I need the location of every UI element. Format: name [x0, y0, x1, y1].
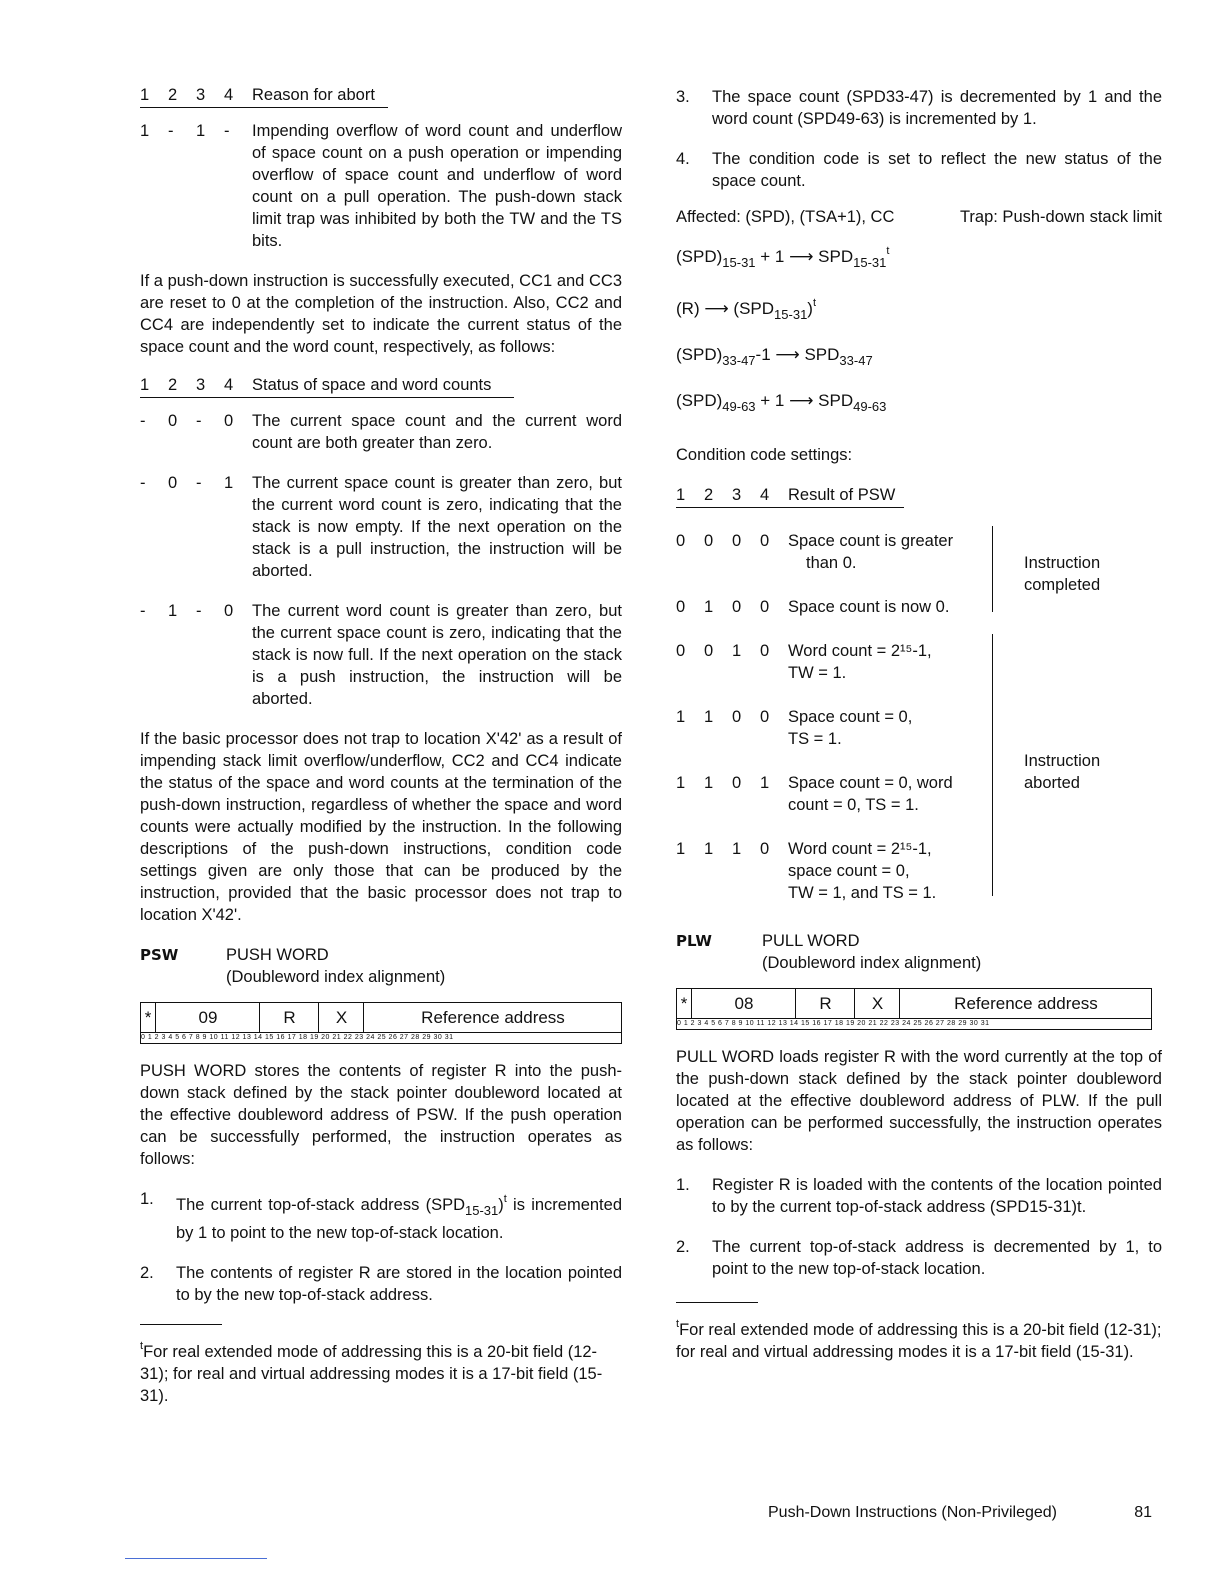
bit: 1 [704, 598, 714, 616]
status-row [140, 600, 622, 710]
eq-part: + 1 ⟶ SPD [755, 247, 854, 266]
equation [676, 236, 1162, 278]
step-text: The space count (SPD33-47) is decremented by 1 and the word count (SPD49-63) is incremented by 1. [712, 88, 1162, 128]
page-footer [768, 1504, 1152, 1522]
cc-row [676, 706, 988, 750]
bit: - [140, 474, 146, 492]
step-text-part: The current top-of-stack address (SPD [176, 1196, 466, 1214]
row-text: Impending overflow of word count and underflow of space count on a push operation or impending overflow of space count and underflow of word count on a pull operation. The push-down stack limit trap was inhibited by both the TW and the TS bits. [252, 122, 622, 250]
header-bit: 3 [196, 376, 206, 394]
row-text: Space count is greater [788, 532, 954, 550]
bit: 0 [676, 642, 686, 660]
bit: 1 [676, 774, 686, 792]
bit: 0 [732, 774, 742, 792]
bit: 1 [732, 840, 742, 858]
eq-part: + 1 ⟶ SPD [755, 391, 854, 410]
header-bit: 3 [196, 86, 206, 104]
equation [676, 340, 1162, 376]
opcode-field: 09 [157, 1003, 260, 1032]
bit: - [224, 122, 230, 140]
footnote-text: For real extended mode of addressing this is a 20-bit field (12-31); for real and virtual addressing modes it is a 17-bit field (15-31). [676, 1321, 1162, 1361]
bit: 1 [676, 840, 686, 858]
bit: 0 [760, 532, 770, 550]
bit: 0 [168, 474, 178, 492]
brace-aborted [986, 634, 993, 896]
row-text: The current word count is greater than zero, but the current space count is zero, indicating that the stack is now full. If the next operation on the stack is a push instruction, the instruction will be aborted. [252, 602, 622, 708]
row-text: TW = 1, and TS = 1. [788, 884, 937, 902]
footnote [676, 1313, 1162, 1363]
row-text: Space count = 0, [788, 708, 913, 726]
trap-paragraph: If the basic processor does not trap to location X'42' as a result of impending stack limit overflow/underflow, CC2 and CC4 indicate the status of the space and word counts at the termination of the push-down instruction, regardless of whether the space and word counts were actually modified by the instruction. In the following descriptions of the push-down instructions, condition code settings given are only those that can be produced by the instruction, provided that the basic processor does not trap to location X'42'. [140, 730, 622, 924]
psw-mnemonic: PSW [140, 946, 179, 964]
step-text: The current top-of-stack address is decremented by 1, to point to the new top-of-stack location. [712, 1238, 1162, 1278]
group-label: Instruction [1024, 554, 1101, 572]
bit: 0 [168, 412, 178, 430]
trap-text: Trap: Push-down stack limit [959, 208, 1162, 226]
subscript: 33-47 [839, 353, 873, 368]
subscript: 15-31 [774, 307, 808, 322]
bit: 0 [704, 642, 714, 660]
cc-row [676, 838, 988, 904]
cc-table-header [676, 486, 904, 508]
group-label: completed [1024, 576, 1101, 594]
header-bit: 1 [140, 86, 150, 104]
bit: 1 [760, 774, 770, 792]
footnote [140, 1335, 622, 1407]
equations [676, 236, 1162, 422]
bit: - [196, 412, 202, 430]
psw-steps-continued [676, 86, 1162, 192]
bit: 0 [704, 532, 714, 550]
footnote-mark: t [886, 245, 890, 257]
subscript: 15-31 [465, 1203, 499, 1218]
reference-address-field: Reference address [954, 993, 1098, 1013]
footnote-rule [676, 1302, 758, 1303]
eq-part: -1 ⟶ SPD [755, 345, 840, 364]
status-table-header [140, 376, 514, 398]
r-field: R [261, 1003, 319, 1032]
bit: - [196, 602, 202, 620]
bit: 1 [140, 122, 150, 140]
group-completed [1024, 552, 1100, 596]
plw-subtitle: (Doubleword index alignment) [762, 954, 982, 972]
bit: 0 [760, 840, 770, 858]
cc-row [676, 640, 988, 684]
bit: 0 [224, 602, 234, 620]
footnote-mark: t [140, 1340, 144, 1352]
footer-title: Push-Down Instructions (Non-Privileged) [768, 1504, 1057, 1521]
step [676, 1236, 1162, 1280]
plw-heading [676, 930, 1162, 974]
bit: 1 [704, 708, 714, 726]
step-number: 2. [676, 1238, 690, 1256]
row-text: TW = 1. [788, 664, 847, 682]
status-row [140, 410, 622, 454]
row-text: The current space count is greater than zero, but the current word count is zero, indicating that the stack is now empty. If the next operation on the stack is a pull instruction, the instruction will be aborted. [252, 474, 622, 580]
plw-title: PULL WORD [762, 932, 860, 950]
bit-ruler: 0 1 2 3 4 5 6 7 8 9 10 11 12 13 14 15 16 17 18 19 20 21 22 23 24 25 26 27 28 29 30 31 [677, 1018, 1151, 1029]
bit: - [196, 474, 202, 492]
bit: 0 [760, 598, 770, 616]
bit: - [168, 122, 174, 140]
step [676, 148, 1162, 192]
row-text: Space count is now 0. [788, 598, 950, 616]
step-text [176, 1188, 622, 1244]
cc-paragraph: If a push-down instruction is successfully executed, CC1 and CC3 are reset to 0 at the completion of the instruction. Also, CC2 and CC4 are independently set to indicate the current status of the space count and the word count, respectively, as follows: [140, 272, 622, 356]
eq-part: ) [807, 299, 813, 318]
bit: - [140, 602, 146, 620]
psw-steps [140, 1188, 622, 1306]
footnote-rule [140, 1324, 222, 1325]
header-bit: 3 [732, 486, 742, 504]
psw-format-diagram [140, 1002, 622, 1044]
step [676, 86, 1162, 130]
bit: 1 [224, 474, 234, 492]
row-text: TS = 1. [788, 730, 842, 748]
row-text: space count = 0, [788, 862, 910, 880]
subscript: 15-31 [722, 255, 756, 270]
subscript: 33-47 [722, 353, 756, 368]
cc-label: Condition code settings: [676, 446, 853, 464]
bit: 1 [704, 840, 714, 858]
step-text-part: ) [498, 1196, 504, 1214]
bit: 0 [732, 532, 742, 550]
step [140, 1262, 622, 1306]
subscript: 49-63 [853, 399, 887, 414]
step-text: Register R is loaded with the contents of the location pointed to by the current top-of-stack address (SPD15-31)t. [712, 1176, 1162, 1216]
subscript: 15-31 [853, 255, 887, 270]
bit: 0 [732, 598, 742, 616]
bit: 0 [676, 532, 686, 550]
footnote-mark: t [503, 1193, 507, 1205]
affected-line [676, 206, 1162, 228]
bit: 0 [760, 642, 770, 660]
opcode-field: 08 [693, 989, 796, 1018]
group-label: Instruction [1024, 752, 1101, 770]
left-column [140, 86, 622, 1407]
group-aborted [1024, 750, 1100, 794]
header-bit: 4 [760, 486, 770, 504]
row-text: count = 0, TS = 1. [788, 796, 919, 814]
row-text: Space count = 0, word [788, 774, 953, 792]
header-label: Reason for abort [252, 86, 375, 104]
brace-completed [986, 526, 993, 612]
bit: 1 [732, 642, 742, 660]
eq-part: (SPD) [676, 391, 723, 410]
psw-subtitle: (Doubleword index alignment) [226, 968, 446, 986]
abort-row [140, 120, 622, 252]
step-text: The contents of register R are stored in the location pointed to by the new top-of-stack address. [176, 1264, 622, 1304]
cc-row [676, 596, 988, 618]
psw-description: PUSH WORD stores the contents of register R into the push-down stack defined by the stack pointer doubleword located at the effective doubleword address of PSW. If the push operation can be successfully performed, the instruction operates as follows: [140, 1062, 622, 1168]
x-field: X [856, 989, 900, 1018]
eq-part: (R) ⟶ (SPD [676, 299, 775, 318]
subscript: 49-63 [722, 399, 756, 414]
equation [676, 288, 1162, 330]
row-text: Word count = 2¹⁵-1, [788, 840, 932, 858]
step [676, 1174, 1162, 1218]
row-text: than 0. [806, 554, 857, 572]
cc-row [676, 530, 988, 574]
footnote-text: For real extended mode of addressing this is a 20-bit field (12-31); for real and virtual addressing modes it is a 17-bit field (15-31). [140, 1343, 603, 1405]
step [140, 1188, 622, 1244]
header-bit: 4 [224, 376, 234, 394]
header-bit: 1 [140, 376, 150, 394]
x-field: X [320, 1003, 364, 1032]
affected-text: Affected: (SPD), (TSA+1), CC [676, 208, 895, 226]
equation [676, 386, 1162, 422]
eq-part: (SPD) [676, 247, 723, 266]
plw-format-diagram [676, 988, 1152, 1030]
plw-description: PULL WORD loads register R with the word currently at the top of the push-down stack defined by the stack pointer doubleword located at the effective doubleword address of PLW. If the pull operation can be performed successfully, the instruction operates as follows: [676, 1048, 1162, 1154]
bit-ruler: 0 1 2 3 4 5 6 7 8 9 10 11 12 13 14 15 16 17 18 19 20 21 22 23 24 25 26 27 28 29 30 31 [141, 1032, 621, 1043]
row-text: Word count = 2¹⁵-1, [788, 642, 932, 660]
bit: - [140, 412, 146, 430]
plw-mnemonic: PLW [676, 932, 712, 950]
indirect-flag: * [141, 1003, 156, 1032]
header-bit: 2 [704, 486, 714, 504]
bottom-rule [125, 1558, 267, 1559]
step-number: 1. [140, 1190, 154, 1208]
header-bit: 2 [168, 86, 178, 104]
eq-part: (SPD) [676, 345, 723, 364]
header-label: Status of space and word counts [252, 376, 492, 394]
bit: 1 [196, 122, 206, 140]
cc-row [676, 772, 988, 816]
status-row [140, 472, 622, 582]
step-number: 2. [140, 1264, 154, 1282]
step-text: The condition code is set to reflect the new status of the space count. [712, 150, 1162, 190]
reference-address-field: Reference address [421, 1007, 565, 1027]
step-number: 3. [676, 88, 690, 106]
bit: 1 [676, 708, 686, 726]
header-label: Result of PSW [788, 486, 896, 504]
right-column [676, 86, 1162, 1363]
step-number: 1. [676, 1176, 690, 1194]
step-number: 4. [676, 150, 690, 168]
footnote-mark: t [676, 1318, 680, 1330]
r-field: R [797, 989, 855, 1018]
bit: 1 [704, 774, 714, 792]
bit: 1 [168, 602, 178, 620]
header-bit: 2 [168, 376, 178, 394]
psw-title: PUSH WORD [226, 946, 329, 964]
row-text: The current space count and the current word count are both greater than zero. [252, 412, 622, 452]
group-label: aborted [1024, 774, 1080, 792]
psw-heading [140, 944, 622, 988]
bit: 0 [760, 708, 770, 726]
header-bit: 1 [676, 486, 686, 504]
bit: 0 [676, 598, 686, 616]
abort-table-header [140, 86, 388, 108]
header-bit: 4 [224, 86, 234, 104]
bit: 0 [732, 708, 742, 726]
cc-table [676, 530, 1162, 902]
step-text-part: is incremented by 1 to point to the new top-of-stack location. [176, 1196, 622, 1242]
page-number: 81 [1134, 1504, 1152, 1521]
plw-steps [676, 1174, 1162, 1280]
footnote-mark: t [812, 297, 817, 309]
bit: 0 [224, 412, 234, 430]
indirect-flag: * [677, 989, 692, 1018]
